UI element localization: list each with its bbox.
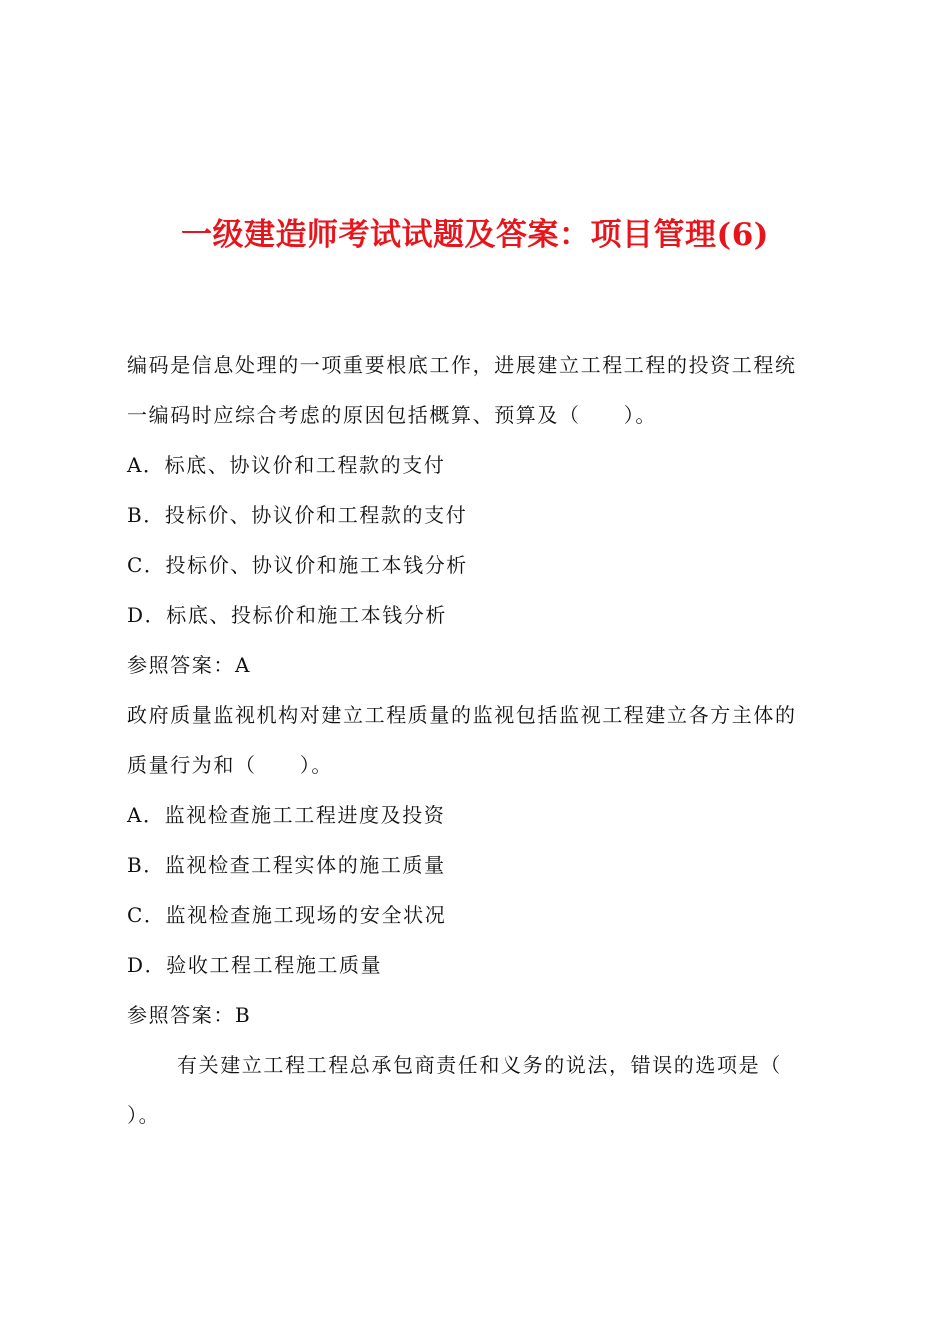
- question-3-stem-line-2: ）。: [127, 1103, 161, 1127]
- question-1-answer: 参照答案：A: [127, 653, 252, 677]
- question-1-option-b: B．投标价、协议价和工程款的支付: [127, 503, 468, 527]
- question-1-option-a: A．标底、协议价和工程款的支付: [127, 453, 446, 477]
- question-1-option-c: C．投标价、协议价和施工本钱分析: [127, 553, 468, 577]
- question-2-option-c: C．监视检查施工现场的安全状况: [127, 903, 447, 927]
- question-1-stem-line-1: 编码是信息处理的一项重要根底工作，进展建立工程工程的投资工程统: [127, 353, 797, 377]
- question-2-answer: 参照答案：B: [127, 1003, 252, 1027]
- question-1-stem-line-2: 一编码时应综合考虑的原因包括概算、预算及（ ）。: [127, 403, 657, 427]
- document-title: 一级建造师考试试题及答案：项目管理(6): [181, 217, 769, 253]
- question-2-option-d: D．验收工程工程施工质量: [127, 953, 383, 977]
- question-1-option-d: D．标底、投标价和施工本钱分析: [127, 603, 448, 627]
- question-2-option-b: B．监视检查工程实体的施工质量: [127, 853, 446, 877]
- question-2-stem-line-1: 政府质量监视机构对建立工程质量的监视包括监视工程建立各方主体的: [127, 703, 797, 727]
- question-2-option-a: A．监视检查施工工程进度及投资: [127, 803, 446, 827]
- question-3-stem-line-1: 有关建立工程工程总承包商责任和义务的说法，错误的选项是（: [177, 1053, 782, 1077]
- question-2-stem-line-2: 质量行为和（ ）。: [127, 753, 333, 777]
- document-body: [127, 340, 833, 1140]
